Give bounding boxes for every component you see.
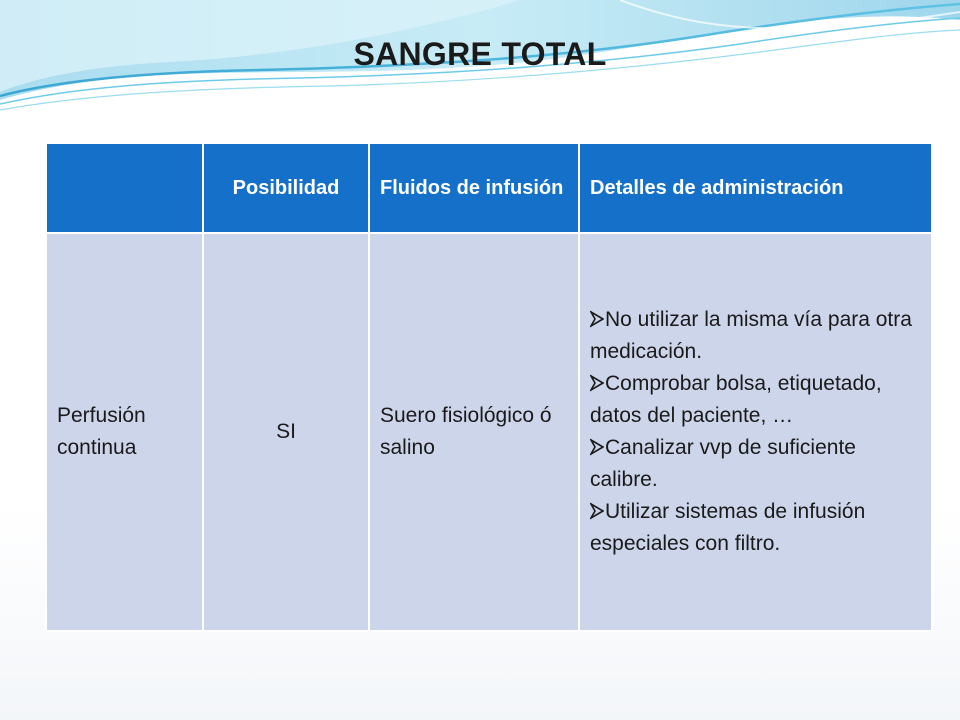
details-list <box>590 304 921 560</box>
possibility-cell: SI <box>203 233 369 631</box>
arrow-bullet-icon <box>590 438 604 456</box>
table-header-row <box>46 143 932 233</box>
row-label-cell: Perfusión continua <box>46 233 203 631</box>
list-item <box>590 304 921 368</box>
list-item <box>590 368 921 432</box>
table-row <box>46 233 932 631</box>
list-item <box>590 496 921 560</box>
header-posibilidad: Posibilidad <box>203 143 369 233</box>
list-item <box>590 432 921 496</box>
arrow-bullet-icon <box>590 374 604 392</box>
detail-text: No utilizar la misma vía para otra medicación. <box>590 308 912 363</box>
slide-title: SANGRE TOTAL <box>353 36 607 72</box>
detail-text: Canalizar vvp de suficiente calibre. <box>590 436 856 491</box>
header-detalles: Detalles de administración <box>579 143 932 233</box>
fluids-cell: Suero fisiológico ó salino <box>369 233 579 631</box>
info-table <box>45 142 933 632</box>
arrow-bullet-icon <box>590 310 604 328</box>
header-empty-cell <box>46 143 203 233</box>
detail-text: Utilizar sistemas de infusión especiales con filtro. <box>590 500 866 555</box>
header-fluidos: Fluidos de infusión <box>369 143 579 233</box>
arrow-bullet-icon <box>590 502 604 520</box>
detail-text: Comprobar bolsa, etiquetado, datos del paciente, … <box>590 372 882 427</box>
details-cell <box>579 233 932 631</box>
